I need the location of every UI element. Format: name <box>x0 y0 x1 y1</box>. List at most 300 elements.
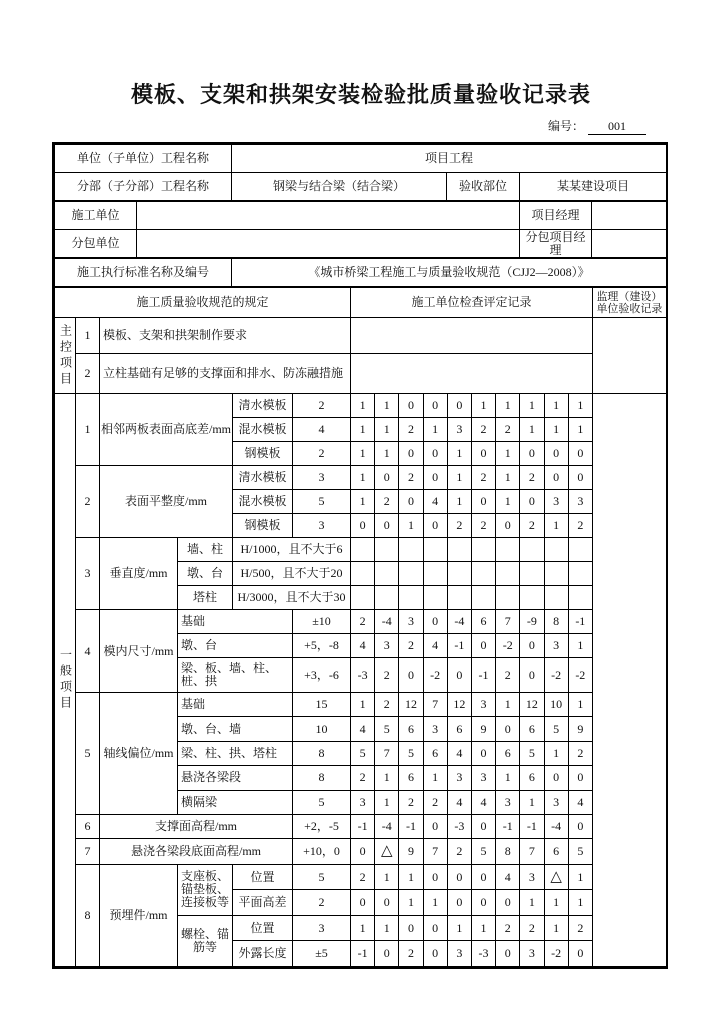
measured-value[interactable]: 4 <box>471 790 495 814</box>
check-record[interactable] <box>351 354 593 394</box>
measured-value[interactable] <box>471 538 495 562</box>
item-name: 模内尺寸/mm <box>100 610 178 693</box>
measured-value[interactable]: 1 <box>568 418 592 442</box>
measured-value[interactable]: 0 <box>544 442 568 466</box>
check-record[interactable] <box>351 318 593 354</box>
measured-value[interactable]: 1 <box>496 442 520 466</box>
general-item-row <box>55 610 667 634</box>
pm-label: 项目经理 <box>520 202 592 230</box>
measured-value[interactable]: 1 <box>568 634 592 658</box>
measured-value[interactable]: 0 <box>471 490 495 514</box>
measured-value[interactable]: 2 <box>568 741 592 765</box>
allowed-deviation: +10，0 <box>293 838 351 864</box>
measured-value[interactable]: 2 <box>351 864 375 890</box>
measured-value[interactable]: -2 <box>423 658 447 693</box>
measured-value[interactable]: -2 <box>496 634 520 658</box>
measured-value[interactable]: 0 <box>423 814 447 838</box>
measured-value[interactable] <box>351 562 375 586</box>
measured-value[interactable]: 2 <box>520 466 544 490</box>
measured-value[interactable]: 3 <box>544 790 568 814</box>
measured-value[interactable]: 7 <box>520 838 544 864</box>
standard-row <box>55 259 667 287</box>
measured-value[interactable]: 3 <box>496 790 520 814</box>
measured-value[interactable]: 2 <box>399 941 423 967</box>
measured-value[interactable]: 5 <box>544 717 568 741</box>
measured-value[interactable]: 1 <box>447 442 471 466</box>
measured-value[interactable] <box>423 538 447 562</box>
measured-value[interactable]: 0 <box>399 490 423 514</box>
measured-value[interactable]: 3 <box>568 490 592 514</box>
check-header: 施工单位检查评定记录 <box>351 288 593 318</box>
measured-value[interactable]: 2 <box>471 514 495 538</box>
measured-value[interactable]: 0 <box>471 890 495 916</box>
measured-value[interactable]: 3 <box>520 864 544 890</box>
contractor-value[interactable] <box>137 202 520 230</box>
measured-value[interactable]: 2 <box>351 610 375 634</box>
measured-value[interactable]: -4 <box>544 814 568 838</box>
measured-value[interactable]: 4 <box>447 790 471 814</box>
measured-value[interactable]: -3 <box>471 941 495 967</box>
measured-value[interactable]: 1 <box>375 766 399 790</box>
item-name: 支撑面高程/mm <box>100 814 293 838</box>
measured-value[interactable]: 3 <box>351 790 375 814</box>
measured-value[interactable]: 0 <box>423 514 447 538</box>
measured-value[interactable]: 3 <box>520 941 544 967</box>
measured-value[interactable]: 0 <box>496 941 520 967</box>
measured-value[interactable]: 5 <box>375 717 399 741</box>
measured-value[interactable]: 1 <box>351 418 375 442</box>
measured-value[interactable] <box>520 538 544 562</box>
measured-value[interactable]: 2 <box>520 915 544 941</box>
measured-value[interactable]: 0 <box>375 941 399 967</box>
measured-value[interactable]: 1 <box>520 418 544 442</box>
measured-value[interactable]: 8 <box>544 610 568 634</box>
measured-value[interactable]: 1 <box>375 915 399 941</box>
spec-header: 施工质量验收规范的规定 <box>55 288 351 318</box>
measured-value[interactable]: 6 <box>447 717 471 741</box>
measured-value[interactable]: 0 <box>351 838 375 864</box>
measured-value[interactable]: 3 <box>447 941 471 967</box>
measured-value[interactable] <box>496 562 520 586</box>
measured-value[interactable]: 6 <box>399 766 423 790</box>
measured-value[interactable]: 1 <box>351 394 375 418</box>
measured-value[interactable]: 0 <box>375 514 399 538</box>
item-number: 2 <box>76 466 100 538</box>
measured-value[interactable] <box>544 538 568 562</box>
measured-value[interactable]: 1 <box>520 394 544 418</box>
general-item-row <box>55 538 667 562</box>
measured-value[interactable]: 1 <box>471 394 495 418</box>
item-name: 悬浇各梁段底面高程/mm <box>100 838 293 864</box>
measured-value[interactable] <box>520 586 544 610</box>
item-name: 垂直度/mm <box>100 538 178 610</box>
measured-value[interactable]: 3 <box>399 610 423 634</box>
sub-item: 墩、台、墙 <box>178 717 293 741</box>
measured-value[interactable]: 0 <box>496 514 520 538</box>
item-text: 模板、支架和拱架制作要求 <box>100 318 351 354</box>
general-item-row <box>55 394 667 418</box>
measured-value[interactable]: 1 <box>544 915 568 941</box>
measured-value[interactable]: 2 <box>375 490 399 514</box>
allowed-deviation: 4 <box>293 418 351 442</box>
measured-value[interactable]: 0 <box>520 658 544 693</box>
sub-item: 梁、柱、拱、塔柱 <box>178 741 293 765</box>
measured-value[interactable]: 1 <box>399 514 423 538</box>
measured-value[interactable]: -4 <box>375 814 399 838</box>
measured-value[interactable]: 2 <box>520 514 544 538</box>
measured-value[interactable]: 1 <box>351 693 375 717</box>
measured-value[interactable]: 3 <box>447 418 471 442</box>
measured-value[interactable]: 3 <box>423 717 447 741</box>
measured-value[interactable]: 2 <box>471 466 495 490</box>
measured-value[interactable]: △ <box>544 864 568 890</box>
measured-value[interactable]: -3 <box>447 814 471 838</box>
measured-value[interactable]: 1 <box>423 766 447 790</box>
measured-value[interactable]: -1 <box>496 814 520 838</box>
measured-value[interactable]: 12 <box>399 693 423 717</box>
sub-item: 梁、板、墙、柱、桩、拱 <box>178 658 293 693</box>
allowed-deviation: +3，-6 <box>293 658 351 693</box>
general-item-row <box>55 814 667 838</box>
measured-value[interactable]: 0 <box>520 634 544 658</box>
measured-value[interactable]: 0 <box>351 890 375 916</box>
measured-value[interactable]: 2 <box>399 790 423 814</box>
measured-value[interactable]: 1 <box>423 418 447 442</box>
supervisor-record[interactable] <box>592 394 666 967</box>
sub-item: 塔柱 <box>178 586 233 610</box>
measured-value[interactable]: 0 <box>471 442 495 466</box>
measured-value[interactable] <box>375 562 399 586</box>
measured-value[interactable]: 1 <box>544 394 568 418</box>
measured-value[interactable] <box>375 586 399 610</box>
measured-value[interactable]: 1 <box>496 693 520 717</box>
allowed-deviation: 3 <box>293 466 351 490</box>
measured-value[interactable]: 0 <box>471 864 495 890</box>
measured-value[interactable]: -1 <box>520 814 544 838</box>
measured-value[interactable]: 0 <box>447 890 471 916</box>
serial-number <box>548 117 646 135</box>
measured-value[interactable]: -1 <box>471 658 495 693</box>
measured-value[interactable]: 1 <box>544 741 568 765</box>
measured-value[interactable]: 7 <box>423 693 447 717</box>
measured-value[interactable]: -1 <box>568 610 592 634</box>
allowed-deviation: 5 <box>293 864 351 890</box>
measured-value[interactable]: 0 <box>423 394 447 418</box>
item-text: 立柱基础有足够的支撑面和排水、防冻融措施 <box>100 354 351 394</box>
measured-value[interactable]: 6 <box>520 766 544 790</box>
measured-value[interactable]: -1 <box>351 814 375 838</box>
measured-value[interactable]: 3 <box>447 766 471 790</box>
subcontractor-label: 分包单位 <box>55 230 137 258</box>
measured-value[interactable]: 0 <box>399 658 423 693</box>
measured-value[interactable]: 0 <box>471 814 495 838</box>
measured-value[interactable] <box>447 538 471 562</box>
measured-value[interactable]: 10 <box>544 693 568 717</box>
measured-value[interactable] <box>544 562 568 586</box>
measured-value[interactable] <box>568 586 592 610</box>
measured-value[interactable]: -1 <box>399 814 423 838</box>
measured-value[interactable]: 4 <box>351 717 375 741</box>
measured-value[interactable]: 0 <box>399 442 423 466</box>
measured-value[interactable]: 1 <box>471 915 495 941</box>
measured-value[interactable] <box>568 538 592 562</box>
measured-value[interactable]: 2 <box>423 790 447 814</box>
allowed-deviation: +2，-5 <box>293 814 351 838</box>
measured-value[interactable] <box>399 586 423 610</box>
measured-value[interactable]: 3 <box>471 766 495 790</box>
general-item-row <box>55 466 667 490</box>
measured-value[interactable]: 0 <box>447 864 471 890</box>
measured-value[interactable]: 1 <box>375 864 399 890</box>
measured-value[interactable] <box>399 538 423 562</box>
measured-value[interactable]: 0 <box>568 766 592 790</box>
measured-value[interactable]: 1 <box>496 766 520 790</box>
measured-value[interactable]: 6 <box>471 610 495 634</box>
measured-value[interactable]: -4 <box>375 610 399 634</box>
measured-value[interactable]: 4 <box>568 790 592 814</box>
measured-value[interactable]: 1 <box>399 890 423 916</box>
division-value: 钢梁与结合梁（结合梁） <box>232 173 447 201</box>
measured-value[interactable]: 2 <box>496 418 520 442</box>
measured-value[interactable]: 4 <box>447 741 471 765</box>
measured-value[interactable]: 0 <box>423 864 447 890</box>
measured-value[interactable]: 5 <box>520 741 544 765</box>
measured-value[interactable]: 3 <box>544 490 568 514</box>
allowed-deviation: ±5 <box>293 941 351 967</box>
measured-value[interactable]: 8 <box>496 838 520 864</box>
measured-value[interactable]: 1 <box>375 442 399 466</box>
measured-value[interactable] <box>447 586 471 610</box>
measured-value[interactable]: 3 <box>375 634 399 658</box>
measured-value[interactable]: 5 <box>351 741 375 765</box>
main-control-row <box>55 354 667 394</box>
sub-item: 悬浇各梁段 <box>178 766 293 790</box>
sub-item: 位置 <box>233 864 293 890</box>
measured-value[interactable]: 4 <box>423 490 447 514</box>
measured-value[interactable]: 0 <box>447 658 471 693</box>
measured-value[interactable]: 2 <box>375 658 399 693</box>
measured-value[interactable]: 1 <box>375 418 399 442</box>
contractor-row <box>55 202 667 230</box>
measured-value[interactable]: 0 <box>423 915 447 941</box>
measured-value[interactable]: 2 <box>471 418 495 442</box>
measured-value[interactable]: 0 <box>423 466 447 490</box>
measured-value[interactable]: 7 <box>375 741 399 765</box>
measured-value[interactable]: 0 <box>423 941 447 967</box>
measured-value[interactable]: 9 <box>568 717 592 741</box>
standard-value: 《城市桥梁工程施工与质量验收规范（CJJ2—2008）》 <box>232 259 667 287</box>
measured-value[interactable]: 1 <box>447 466 471 490</box>
measured-value[interactable]: 12 <box>520 693 544 717</box>
measured-value[interactable]: 4 <box>496 864 520 890</box>
allowed-deviation: 2 <box>293 890 351 916</box>
measured-value[interactable]: -9 <box>520 610 544 634</box>
measured-value[interactable] <box>447 562 471 586</box>
measured-value[interactable]: 5 <box>399 741 423 765</box>
measured-value[interactable] <box>351 586 375 610</box>
measured-value[interactable]: 0 <box>351 514 375 538</box>
measured-value[interactable]: 12 <box>447 693 471 717</box>
measured-value[interactable]: 7 <box>423 838 447 864</box>
measured-value[interactable]: 1 <box>351 466 375 490</box>
item-number: 3 <box>76 538 100 610</box>
measured-value[interactable]: 4 <box>351 634 375 658</box>
measured-value[interactable]: 1 <box>351 915 375 941</box>
subcontractor-value[interactable] <box>137 230 520 258</box>
measured-value[interactable]: 2 <box>496 658 520 693</box>
measured-value[interactable]: 1 <box>496 466 520 490</box>
measured-value[interactable]: 2 <box>447 514 471 538</box>
measured-value[interactable]: 6 <box>544 838 568 864</box>
measured-value[interactable] <box>520 562 544 586</box>
measured-value[interactable] <box>351 538 375 562</box>
sub-item: 外露长度 <box>233 941 293 967</box>
column-header-row <box>55 288 667 318</box>
measured-value[interactable]: 2 <box>351 766 375 790</box>
main-control-label: 主控项目 <box>55 318 76 394</box>
general-item-row <box>55 864 667 890</box>
measured-value[interactable]: 1 <box>544 514 568 538</box>
measured-value[interactable]: 1 <box>496 490 520 514</box>
measured-value[interactable]: 2 <box>399 466 423 490</box>
measured-value[interactable]: 0 <box>447 394 471 418</box>
measured-value[interactable]: 2 <box>496 915 520 941</box>
measured-value[interactable] <box>496 538 520 562</box>
measured-value[interactable]: 1 <box>375 790 399 814</box>
measured-value[interactable]: 7 <box>496 610 520 634</box>
measured-value[interactable] <box>568 562 592 586</box>
item-number: 6 <box>76 814 100 838</box>
measured-value[interactable]: 3 <box>471 693 495 717</box>
measured-value[interactable]: 1 <box>351 442 375 466</box>
measured-value[interactable]: 2 <box>399 634 423 658</box>
subcontractor-row <box>55 230 667 258</box>
measured-value[interactable]: 0 <box>568 442 592 466</box>
measured-value[interactable]: -4 <box>447 610 471 634</box>
measured-value[interactable]: 2 <box>568 915 592 941</box>
acceptance-part-value: 某某建设项目 <box>520 173 667 201</box>
measured-value[interactable]: 0 <box>375 466 399 490</box>
measured-value[interactable]: 0 <box>520 490 544 514</box>
allowed-deviation: ±10 <box>293 610 351 634</box>
measured-value[interactable]: 4 <box>423 634 447 658</box>
measured-value[interactable]: -3 <box>351 658 375 693</box>
measured-value[interactable]: 1 <box>447 915 471 941</box>
measured-value[interactable]: -1 <box>447 634 471 658</box>
allowed-deviation: H/3000，且不大于30 <box>233 586 351 610</box>
measured-value[interactable]: 1 <box>399 864 423 890</box>
measured-value[interactable]: -2 <box>544 658 568 693</box>
measured-value[interactable]: 9 <box>399 838 423 864</box>
measured-value[interactable]: 2 <box>375 693 399 717</box>
measured-value[interactable]: 0 <box>423 610 447 634</box>
measured-value[interactable]: 0 <box>496 890 520 916</box>
measured-value[interactable]: △ <box>375 838 399 864</box>
measured-value[interactable]: 1 <box>544 890 568 916</box>
measured-value[interactable]: 0 <box>544 766 568 790</box>
measured-value[interactable]: 1 <box>568 693 592 717</box>
measured-value[interactable] <box>471 586 495 610</box>
sub-item: 墙、柱 <box>178 538 233 562</box>
division-row <box>55 173 667 201</box>
measured-value[interactable]: 0 <box>471 634 495 658</box>
standard-label: 施工执行标准名称及编号 <box>55 259 232 287</box>
sub-item: 清水模板 <box>233 466 293 490</box>
general-label: 一般项目 <box>55 394 76 967</box>
measured-value[interactable]: 2 <box>568 514 592 538</box>
measured-value[interactable]: 0 <box>568 941 592 967</box>
measured-value[interactable]: 2 <box>447 838 471 864</box>
measured-value[interactable]: 1 <box>447 490 471 514</box>
item-number: 1 <box>76 318 100 354</box>
pm-value[interactable] <box>592 202 667 230</box>
item-number: 8 <box>76 864 100 966</box>
measured-value[interactable] <box>375 538 399 562</box>
measured-value[interactable]: 0 <box>520 442 544 466</box>
measured-value[interactable]: 5 <box>471 838 495 864</box>
measured-value[interactable] <box>544 586 568 610</box>
measured-value[interactable]: 0 <box>399 915 423 941</box>
allowed-deviation: 3 <box>293 514 351 538</box>
measured-value[interactable]: 1 <box>496 394 520 418</box>
measured-value[interactable] <box>423 562 447 586</box>
measured-value[interactable]: 1 <box>423 890 447 916</box>
measured-value[interactable]: -2 <box>568 658 592 693</box>
measured-value[interactable]: 0 <box>423 442 447 466</box>
measured-value[interactable] <box>423 586 447 610</box>
measured-value[interactable]: 6 <box>496 741 520 765</box>
supervisor-record[interactable] <box>592 318 666 394</box>
header-table-1 <box>54 144 667 201</box>
measured-value[interactable] <box>399 562 423 586</box>
measured-value[interactable]: 5 <box>568 838 592 864</box>
measured-value[interactable]: 2 <box>399 418 423 442</box>
measured-value[interactable]: 1 <box>568 890 592 916</box>
measured-value[interactable] <box>471 562 495 586</box>
contractor-label: 施工单位 <box>55 202 137 230</box>
measured-value[interactable]: 0 <box>375 890 399 916</box>
measured-value[interactable]: 6 <box>423 741 447 765</box>
measured-value[interactable]: -1 <box>351 941 375 967</box>
measured-value[interactable]: 9 <box>471 717 495 741</box>
sub-item: 钢模板 <box>233 514 293 538</box>
measured-value[interactable]: 1 <box>520 890 544 916</box>
allowed-deviation: H/1000，且不大于6 <box>233 538 351 562</box>
measured-value[interactable]: 3 <box>544 634 568 658</box>
measured-value[interactable]: 0 <box>496 717 520 741</box>
measured-value[interactable]: 1 <box>544 418 568 442</box>
sub-pm-value[interactable] <box>592 230 667 258</box>
measured-value[interactable]: 1 <box>568 394 592 418</box>
measured-value[interactable]: 0 <box>568 466 592 490</box>
measured-value[interactable]: 1 <box>520 790 544 814</box>
measured-value[interactable]: 1 <box>351 490 375 514</box>
measured-value[interactable]: 0 <box>568 814 592 838</box>
main-control-row <box>55 318 667 354</box>
form-title: 模板、支架和拱架安装检验批质量验收记录表 <box>130 82 591 107</box>
project-row <box>55 145 667 173</box>
sub-item: 基础 <box>178 610 293 634</box>
measured-value[interactable]: 6 <box>520 717 544 741</box>
measured-value[interactable] <box>496 586 520 610</box>
measured-value[interactable]: 1 <box>375 394 399 418</box>
measured-value[interactable]: 0 <box>399 394 423 418</box>
measured-value[interactable]: 0 <box>544 466 568 490</box>
measured-value[interactable]: -2 <box>544 941 568 967</box>
measured-value[interactable]: 6 <box>399 717 423 741</box>
measured-value[interactable]: 1 <box>568 864 592 890</box>
measured-value[interactable]: 0 <box>471 741 495 765</box>
